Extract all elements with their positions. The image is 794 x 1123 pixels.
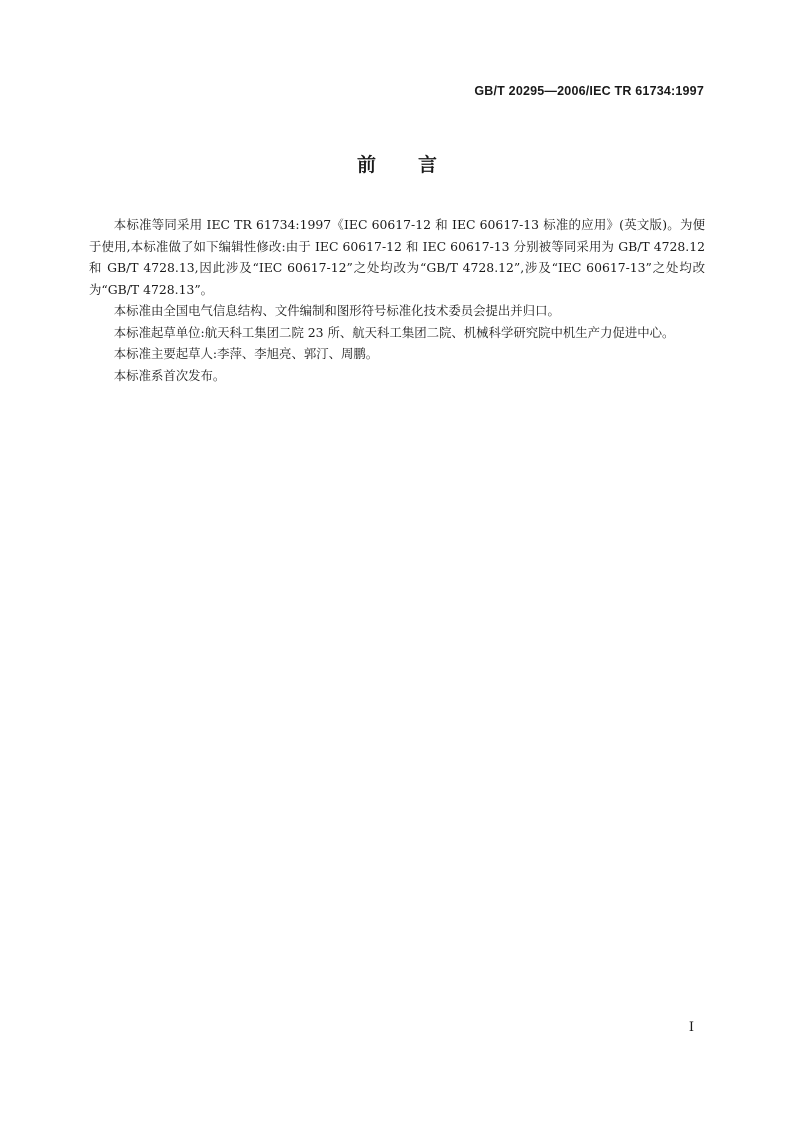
foreword-body [89,214,705,386]
paragraph-adoption: 本标准等同采用 IEC TR 61734:1997《IEC 60617-12 和 IEC 60617-13 标准的应用》(英文版)。为便于使用,本标准做了如下编辑性修改:由于 IEC 60617-12 和 IEC 60617-13 分别被等同采用为 GB/T 4728.12 和 GB/T 4728.13,因此涉及“IEC 60617-12”之处均改为“GB/T 4728.12”,涉及“IEC 60617-13”之处均改为“GB/T 4728.13”。 [89,217,705,297]
page-title [0,150,794,177]
paragraph-proposer: 本标准由全国电气信息结构、文件编制和图形符号标准化技术委员会提出并归口。 [113,303,560,318]
paragraph-drafting-units: 本标准起草单位:航天科工集团二院 23 所、航天科工集团二院、机械科学研究院中机生产力促进中心。 [113,324,675,340]
paragraph-first-release: 本标准系首次发布。 [113,367,226,383]
paragraph-drafters: 本标准主要起草人:李萍、李旭亮、郭汀、周鹏。 [113,346,379,361]
title-char-1: 前 [356,154,376,176]
page-number: I [688,1020,694,1035]
title-char-2: 言 [418,154,438,176]
standard-code: GB/T 20295—2006/IEC TR 61734:1997 [474,84,704,98]
